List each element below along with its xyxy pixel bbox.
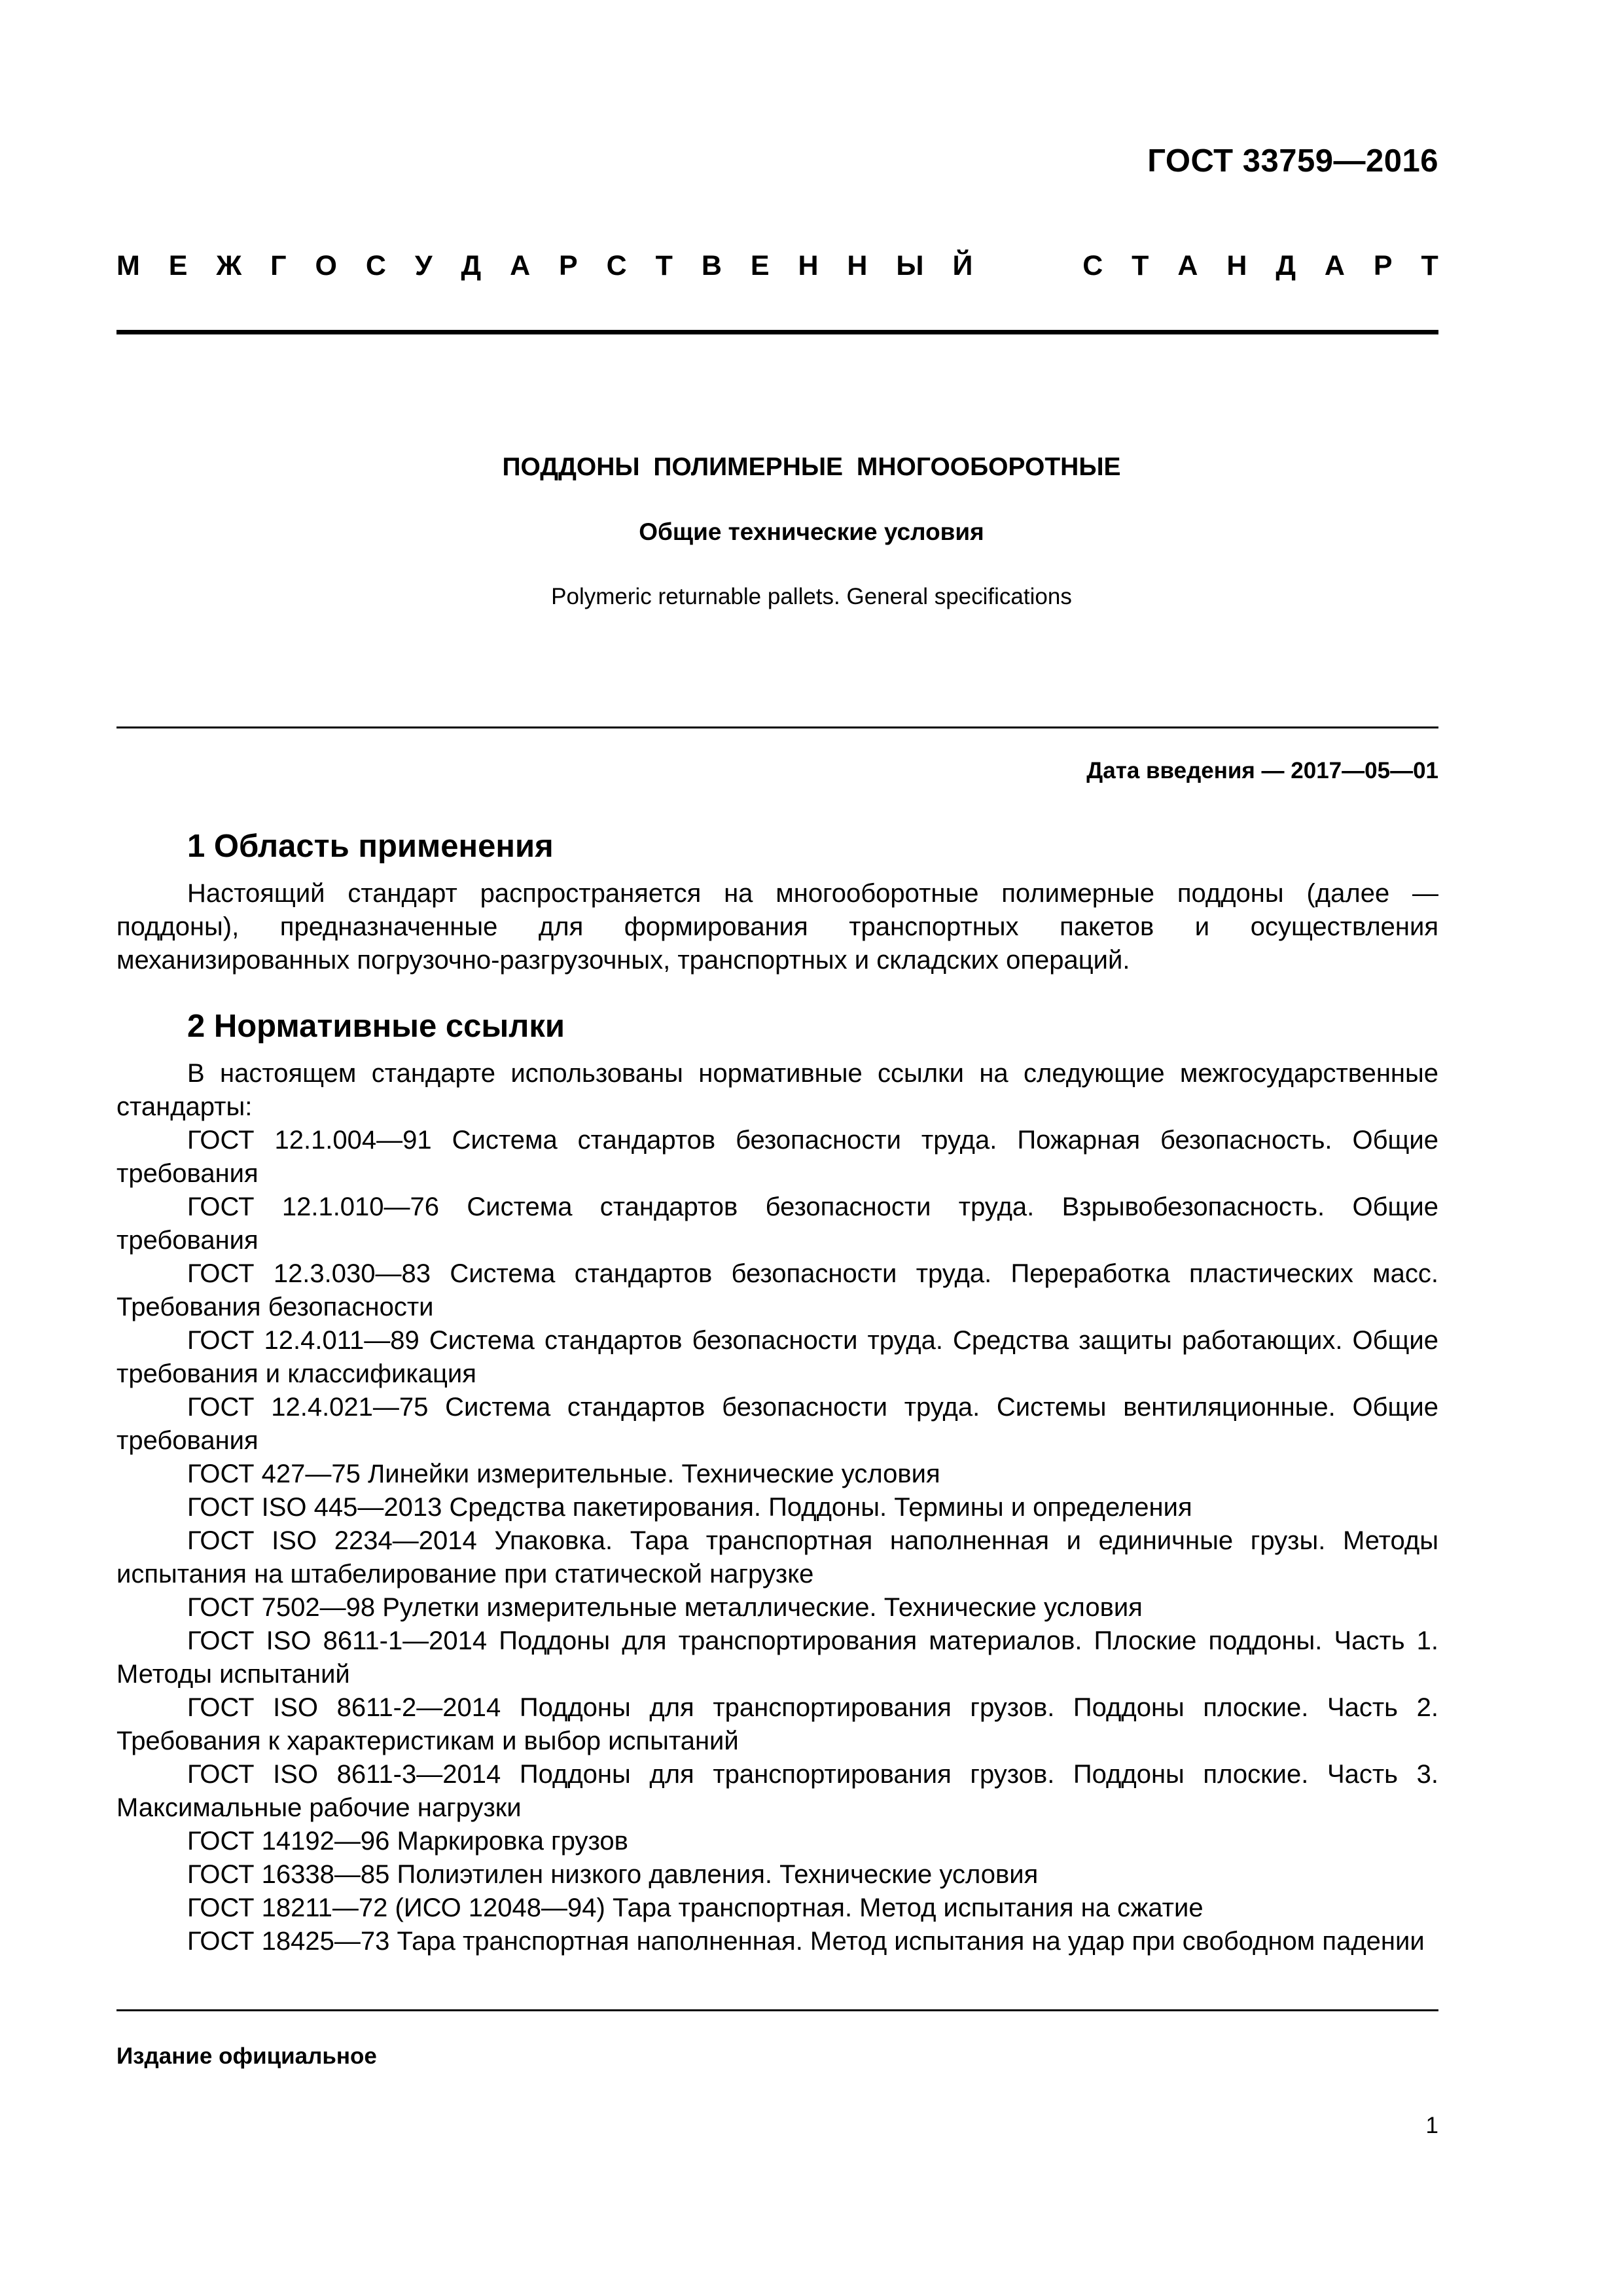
banner-letter: Ж [216,250,242,281]
reference-item: ГОСТ 7502—98 Рулетки измерительные металлические. Технические условия [187,1593,1143,1622]
banner-letter: Р [1373,250,1393,281]
banner-letter: С [1082,250,1103,281]
banner-letter: Д [1275,250,1296,281]
banner-letter: Н [798,250,819,281]
banner-letter: Н [847,250,868,281]
reference-item: ГОСТ 16338—85 Полиэтилен низкого давления. Технические условия [187,1860,1039,1889]
standard-number: ГОСТ 33759—2016 [1147,143,1438,179]
introduction-date: Дата введения — 2017—05—01 [1086,758,1438,783]
reference-item: ГОСТ 12.1.010—76 Система стандартов безопасности труда. Взрывобезопасность. Общие требования [116,1193,1438,1255]
reference-item: ГОСТ 18211—72 (ИСО 12048—94) Тара транспортная. Метод испытания на сжатие [187,1893,1204,1922]
reference-item: ГОСТ ISO 8611-2—2014 Поддоны для транспортирования грузов. Поддоны плоские. Часть 2. Требования к характеристикам и выбор испытаний [116,1693,1438,1755]
section-heading-references: 2 Нормативные ссылки [187,1009,565,1044]
document-body [116,826,1438,1958]
edition-label: Издание официальное [116,2043,377,2069]
banner-letter: Р [559,250,578,281]
banner-letter: О [315,250,337,281]
scope-paragraph: Настоящий стандарт распространяется на многооборотные полимерные поддоны (далее — поддоны), предназначенные для формирования транспортных пакетов и осуществления механизированных погрузочно-разгрузочных, транспортных и складских операций. [116,879,1438,975]
reference-item: ГОСТ ISO 445—2013 Средства пакетирования. Поддоны. Термины и определения [187,1493,1192,1522]
banner-letter: В [701,250,722,281]
reference-item: ГОСТ 12.4.021—75 Система стандартов безопасности труда. Системы вентиляционные. Общие требования [116,1393,1438,1455]
document-subtitle: Общие технические условия [639,518,984,545]
banner-letter: С [606,250,627,281]
reference-item: ГОСТ ISO 8611-1—2014 Поддоны для транспортирования материалов. Плоские поддоны. Часть 1. Методы испытаний [116,1626,1438,1689]
banner-letter: Т [1132,250,1149,281]
banner-letter: Е [168,250,188,281]
document-title-english: Polymeric returnable pallets. General specifications [551,584,1072,609]
page-number: 1 [1425,2113,1438,2138]
banner-letter: А [1324,250,1345,281]
banner-letter: Г [270,250,287,281]
reference-item: ГОСТ 12.3.030—83 Система стандартов безопасности труда. Переработка пластических масс. Требования безопасности [116,1259,1438,1321]
banner-letter: А [1177,250,1198,281]
reference-item: ГОСТ 12.1.004—91 Система стандартов безопасности труда. Пожарная безопасность. Общие требования [116,1126,1438,1188]
banner-letter: Н [1226,250,1247,281]
reference-item: ГОСТ 18425—73 Тара транспортная наполненная. Метод испытания на удар при свободном падении [187,1927,1425,1956]
banner-letter: А [510,250,531,281]
reference-item: ГОСТ 12.4.011—89 Система стандартов безопасности труда. Средства защиты работающих. Общие требования и классификация [116,1326,1438,1388]
reference-item: ГОСТ 14192—96 Маркировка грузов [187,1827,628,1856]
banner-letter: М [116,250,140,281]
title-divider [116,726,1438,728]
reference-item: ГОСТ ISO 2234—2014 Упаковка. Тара транспортная наполненная и единичные грузы. Методы испытания на штабелирование при статической нагрузке [116,1526,1438,1588]
header-divider [116,330,1438,334]
document-title: ПОДДОНЫ ПОЛИМЕРНЫЕ МНОГООБОРОТНЫЕ [502,453,1121,481]
banner-letter: С [365,250,386,281]
banner-letter: Т [655,250,673,281]
banner-letter: Ы [896,250,924,281]
reference-item: ГОСТ ISO 8611-3—2014 Поддоны для транспортирования грузов. Поддоны плоские. Часть 3. Максимальные рабочие нагрузки [116,1760,1438,1822]
banner-letter: Е [750,250,770,281]
banner-letter: Й [952,250,973,281]
footer-divider [116,2009,1438,2011]
interstate-standard-banner [116,250,1438,282]
reference-item: ГОСТ 427—75 Линейки измерительные. Технические условия [187,1460,940,1488]
banner-letter: Д [461,250,482,281]
reference-list [116,1124,1438,1958]
banner-letter: У [414,250,433,281]
section-heading-scope: 1 Область применения [187,829,554,864]
references-intro: В настоящем стандарте использованы нормативные ссылки на следующие межгосударственные стандарты: [116,1059,1438,1121]
banner-letter: Т [1421,250,1438,281]
